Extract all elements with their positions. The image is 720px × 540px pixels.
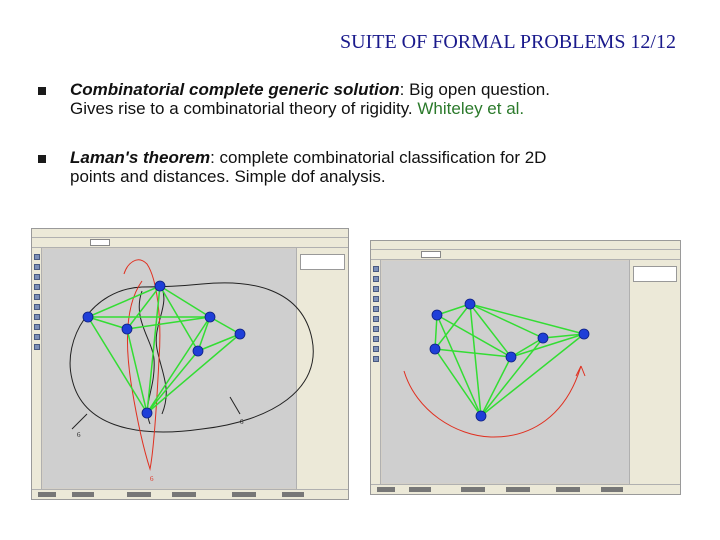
rigidity-graph-left: [32, 229, 349, 500]
screenshot-right: [370, 240, 681, 495]
edge-set: [88, 286, 240, 413]
bullet-rest: : complete combinatorial classification for 2D: [210, 148, 547, 167]
screenshot-left: [31, 228, 349, 500]
bullet-rest: : Big open question.: [399, 80, 550, 99]
bullet-item: [38, 148, 698, 186]
arrow-head-icon: [576, 366, 585, 376]
black-curve: [72, 414, 87, 429]
bullet-list: [38, 80, 698, 216]
slide-title: SUITE OF FORMAL PROBLEMS 12/12: [340, 31, 676, 53]
bullet-line2: points and distances. Simple dof analysis.: [70, 167, 386, 186]
bullet-square-icon: [38, 87, 46, 95]
rigidity-graph-right: [371, 241, 681, 495]
node-set: [430, 299, 589, 421]
bullet-text: [70, 80, 550, 118]
bullet-term: Combinatorial complete generic solution: [70, 80, 400, 99]
curve-label: 6: [240, 418, 244, 426]
bullet-text: [70, 148, 546, 186]
bullet-credit: Whiteley et al.: [417, 99, 525, 118]
black-curve: [230, 397, 240, 414]
bullet-term: Laman's theorem: [70, 148, 211, 167]
bullet-line2: Gives rise to a combinatorial theory of rigidity.: [70, 99, 418, 118]
curve-label: 6: [150, 475, 154, 483]
curve-label: 6: [77, 431, 81, 439]
bullet-item: [38, 80, 698, 118]
bullet-square-icon: [38, 155, 46, 163]
